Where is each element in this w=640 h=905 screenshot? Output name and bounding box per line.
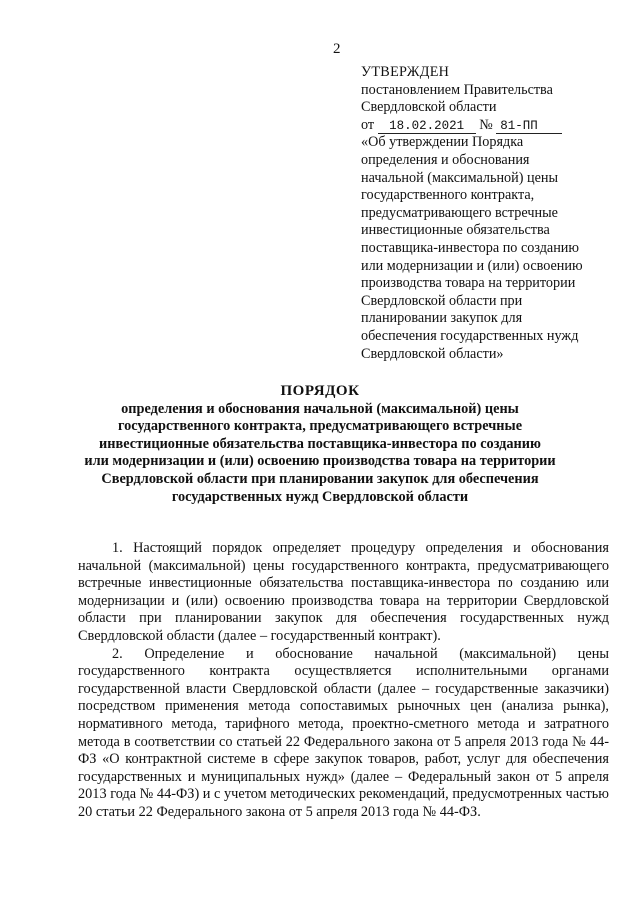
title-line: государственных нужд Свердловской области <box>171 488 469 505</box>
approval-line: Свердловской области при <box>361 292 523 309</box>
approval-number: 81-ПП <box>496 119 562 134</box>
title-line: инвестиционные обязательства поставщика-инвестора по созданию <box>99 435 541 452</box>
approval-block <box>361 64 623 363</box>
approval-line: государственного контракта, <box>361 187 535 204</box>
approval-line: планировании закупок для <box>361 310 523 327</box>
number-label: № <box>479 116 493 133</box>
paragraph-1: 1. Настоящий порядок определяет процедуру определения и обоснования начальной (максимальной) цены государственного контракта, предусматривающего встречные инвестиционные обязательства поставщика-инвестора по созданию или модернизации и (или) освоению производства товара на территории Свердловской области при планировании закупок для обеспечения государственных нужд Свердловской области (далее – государственный контракт). <box>78 540 609 644</box>
title-line: Свердловской области при планировании закупок для обеспечения <box>101 470 539 487</box>
page-number: 2 <box>333 41 341 57</box>
approval-line: производства товара на территории <box>361 275 576 292</box>
approval-line: поставщика-инвестора по созданию <box>361 239 579 256</box>
approval-line: «Об утверждении Порядка <box>361 134 524 151</box>
document-body <box>78 540 609 822</box>
approval-date: 18.02.2021 <box>378 119 476 134</box>
approval-line: обеспечения государственных нужд <box>361 327 579 344</box>
approval-line: постановлением Правительства <box>361 81 553 98</box>
title-line: государственного контракта, предусматривающего встречные <box>117 418 523 435</box>
approval-heading: УТВЕРЖДЕН <box>361 64 450 80</box>
approval-line: Свердловской области <box>361 99 497 116</box>
document-title <box>78 383 562 506</box>
approval-line: начальной (максимальной) цены <box>361 169 559 186</box>
approval-line: или модернизации и (или) освоению <box>361 257 583 274</box>
title-main: ПОРЯДОК <box>280 383 360 399</box>
title-line: определения и обоснования начальной (максимальной) цены <box>121 400 519 417</box>
approval-line: инвестиционные обязательства <box>361 222 550 239</box>
from-label: от <box>361 116 375 133</box>
approval-date-line <box>361 117 623 135</box>
approval-line: Свердловской области» <box>361 345 504 362</box>
paragraph-2: 2. Определение и обоснование начальной (максимальной) цены государственного контракта осуществляется исполнительными органами государственной власти Свердловской области (далее – государственные заказчики) посредством применения метода сопоставимых рыночных цен (анализа рынка), нормативного метода, тарифного метода, проектно-сметного метода и затратного метода в соответствии со статьей 22 Федерального закона от 5 апреля 2013 года № 44-ФЗ «О контрактной системе в сфере закупок товаров, работ, услуг для обеспечения государственных и муниципальных нужд» (далее – Федеральный закон от 5 апреля 2013 года № 44-ФЗ) и с учетом методических рекомендаций, предусмотренных частью 20 статьи 22 Федерального закона от 5 апреля 2013 года № 44-ФЗ. <box>78 645 609 820</box>
approval-line: определения и обоснования <box>361 151 530 168</box>
approval-line: предусматривающего встречные <box>361 204 558 221</box>
title-line: или модернизации и (или) освоению производства товара на территории <box>84 453 556 470</box>
